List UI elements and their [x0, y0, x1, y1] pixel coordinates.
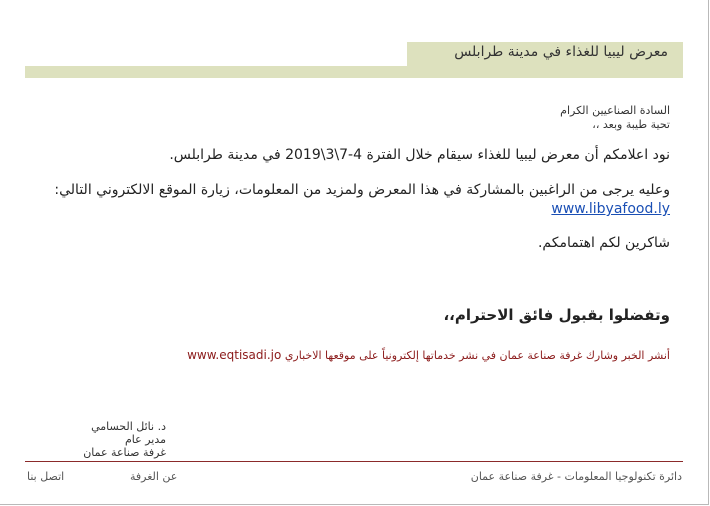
- paragraph-participation-text: وعليه يرجى من الراغبين بالمشاركة في هذا المعرض ولمزيد من المعلومات، زيارة الموقع الالكتروني التالي:: [54, 182, 670, 198]
- salutation-line-2: تحية طيبة وبعد ،،: [592, 118, 670, 131]
- signature-block: [26, 420, 166, 459]
- promo-site-link[interactable]: www.eqtisadi.jo: [187, 348, 282, 362]
- salutation: [270, 104, 670, 132]
- libyafood-link[interactable]: www.libyafood.ly: [551, 201, 670, 217]
- signature-organization: غرفة صناعة عمان: [83, 446, 166, 459]
- signature-name: د. نائل الحسامي: [91, 420, 166, 433]
- paragraph-announcement: نود اعلامكم أن معرض ليبيا للغذاء سيقام خلال الفترة 4-7\3\2019 في مدينة طرابلس.: [169, 147, 670, 163]
- promo-text: أنشر الخبر وشارك غرفة صناعة عمان في نشر خدماتها إلكترونياً على موقعها الاخباري: [281, 349, 670, 362]
- closing-line: وتفضلوا بقبول فائق الاحترام،،: [443, 306, 670, 324]
- footer-about-link[interactable]: عن الغرفة: [130, 470, 178, 483]
- promo-line: [50, 347, 670, 364]
- signature-position: مدير عام: [124, 433, 166, 446]
- page-title: معرض ليبيا للغذاء في مدينة طرابلس: [454, 44, 668, 60]
- footer-department: دائرة تكنولوجيا المعلومات - غرفة صناعة عمان: [470, 470, 682, 483]
- paragraph-participation: [30, 181, 670, 219]
- footer-contact-link[interactable]: اتصل بنا: [27, 470, 65, 483]
- paragraph-thanks: شاكرين لكم اهتمامكم.: [537, 235, 670, 251]
- salutation-line-1: السادة الصناعيين الكرام: [560, 104, 670, 117]
- footer-divider: [25, 461, 683, 462]
- header-band-lower: [25, 66, 683, 78]
